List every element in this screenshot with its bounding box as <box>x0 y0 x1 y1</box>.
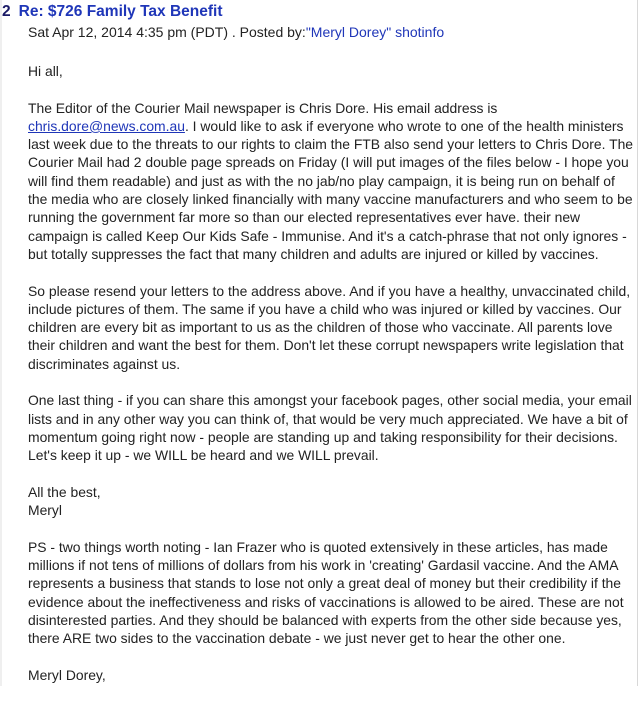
closing-name: Meryl Dorey, <box>28 666 106 683</box>
paragraph-editor-intro: The Editor of the Courier Mail newspaper is Chris Dore. His email address is <box>28 99 498 116</box>
paragraph-share: One last thing - if you can share this amongst your facebook pages, other social media, your email lists and in any other way you can think of, that would be very much appreciated. We have a bit of momentum going right now - people are standing up and taking responsibility for their decisions. Let's keep it up - we WILL be heard and we WILL prevail. <box>28 392 632 464</box>
paragraph-resend: So please resend your letters to the address above. And if you have a healthy, unvaccinated child, include pictures of them. The same if you have a child who was injured or killed by vaccines. Our children are every bit as important to us as the children of those who vaccinate. All parents love their children and want the best for them. Don't let these corrupt newspapers write legislation that discriminates against us. <box>28 282 631 372</box>
signoff-name: Meryl <box>28 502 62 519</box>
post-meta <box>28 22 444 42</box>
author-link[interactable]: "Meryl Dorey" shotinfo <box>305 24 445 40</box>
paragraph-editor <box>28 99 636 264</box>
greeting: Hi all, <box>28 63 63 79</box>
post-header <box>2 2 223 22</box>
signoff-block <box>28 483 636 520</box>
paragraph-ps: PS - two things worth noting - Ian Frazer who is quoted extensively in these articles, has made millions if not tens of millions of dollars from his work in 'creating' Gardasil vaccine. And the AMA represents a business that stands to lose not only a great deal of money but their credibility if the evidence about the ineffectiveness and risks of vaccinations is allowed to be aired. These are not disinterested parties. And they should be balanced with experts from the other side because yes, there ARE two sides to the vaccination debate - we just never get to hear the other one. <box>28 538 624 647</box>
message-number: 2 <box>2 3 11 20</box>
paragraph-editor-rest: . I would like to ask if everyone who wrote to one of the health ministers last week due to the threats to our rights to claim the FTB also send your letters to Chris Dore. The Courier Mail had 2 double page spreads on Friday (I will put images of the files below - I hope you will find them readable) and just as with the no jab/no play campaign, it is being run on behalf of the media who are closely linked financially with many vaccine manufacturers and who seem to be running the government far more so than our elected representatives ever have. their new campaign is called Keep Our Kids Safe - Immunise. And it's a catch-phrase that not only ignores - but totally suppresses the fact that many children and adults are injured or killed by vaccines. <box>28 117 634 262</box>
message-body <box>28 62 636 702</box>
signoff: All the best, <box>28 483 101 500</box>
post-date: Sat Apr 12, 2014 4:35 pm (PDT) . Posted by: <box>28 24 306 40</box>
editor-email-link[interactable]: chris.dore@news.com.au <box>28 117 185 134</box>
left-edge-shade <box>0 0 2 686</box>
right-edge-divider <box>637 0 638 686</box>
post-subject-link[interactable]: Re: $726 Family Tax Benefit <box>18 3 223 20</box>
